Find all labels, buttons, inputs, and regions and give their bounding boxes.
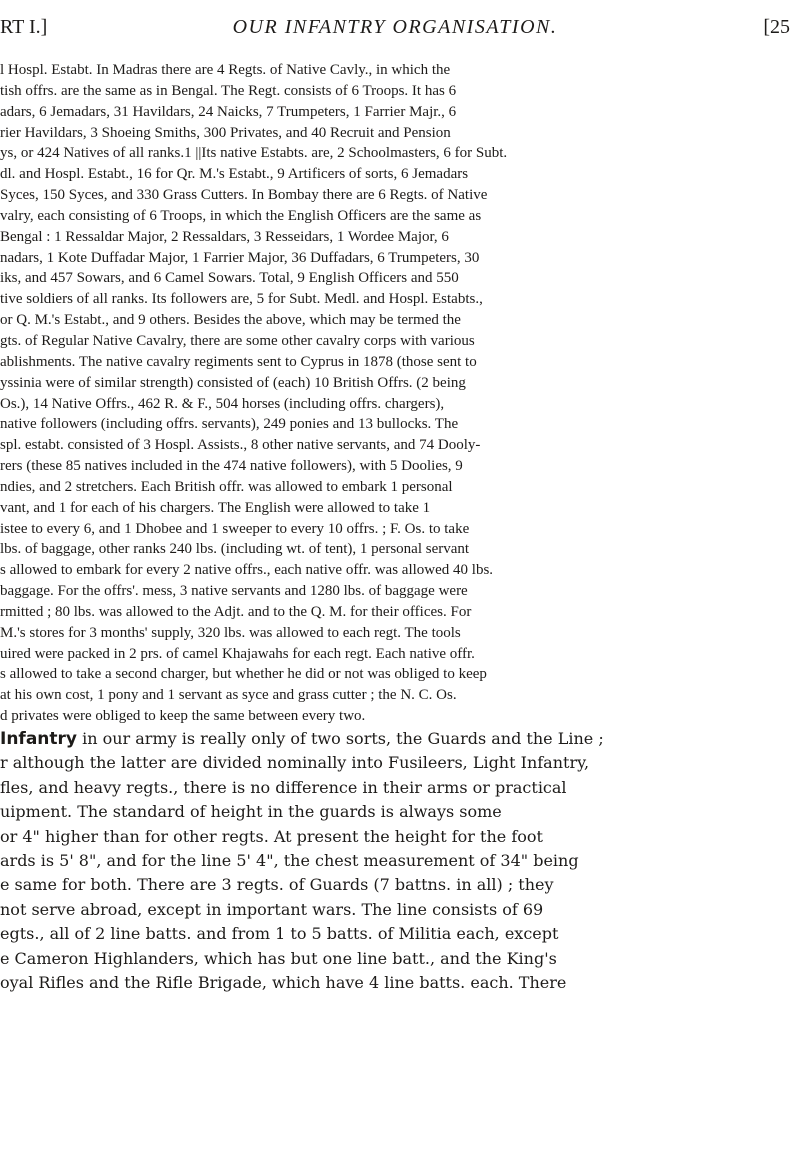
text-line: e Cameron Highlanders, which has but one line batt., and the King's [0, 948, 557, 968]
section-lead-word: Infantry [0, 729, 77, 749]
text-line: istee to every 6, and 1 Dhobee and 1 sweeper to every 10 offrs. ; F. Os. to take [0, 520, 470, 537]
text-line: uipment. The standard of height in the guards is always some [0, 802, 502, 822]
text-line: rier Havildars, 3 Shoeing Smiths, 300 Privates, and 40 Recruit and Pension [0, 124, 451, 141]
text-line: adars, 6 Jemadars, 31 Havildars, 24 Naicks, 7 Trumpeters, 1 Farrier Majr., 6 [0, 103, 457, 120]
text-line: or 4" higher than for other regts. At present the height for the foot [0, 826, 543, 846]
text-line: uired were packed in 2 prs. of camel Khajawahs for each regt. Each native offr. [0, 645, 475, 662]
text-line: r although the latter are divided nominally into Fusileers, Light Infantry, [0, 753, 590, 773]
body-text [0, 60, 800, 995]
text-line [0, 727, 800, 751]
text-line: iks, and 457 Sowars, and 6 Camel Sowars. Total, 9 English Officers and 550 [0, 270, 459, 287]
text-line: Syces, 150 Syces, and 330 Grass Cutters. In Bombay there are 6 Regts. of Native [0, 187, 488, 204]
text-line: tive soldiers of all ranks. Its followers are, 5 for Subt. Medl. and Hospl. Estabts., [0, 291, 483, 308]
text-line: tish offrs. are the same as in Bengal. The Regt. consists of 6 Troops. It has 6 [0, 82, 457, 99]
text-line: fles, and heavy regts., there is no difference in their arms or practical [0, 777, 567, 797]
text-line: Os.), 14 Native Offrs., 462 R. & F., 504 horses (including offrs. chargers), [0, 395, 445, 412]
text-line: l Hospl. Estabt. In Madras there are 4 Regts. of Native Cavly., in which the [0, 62, 451, 78]
text-line: valry, each consisting of 6 Troops, in which the English Officers are the same as [0, 207, 482, 224]
text-line: or Q. M.'s Estabt., and 9 others. Besides the above, which may be termed the [0, 312, 461, 329]
text-line: s allowed to embark for every 2 native offrs., each native offr. was allowed 40 lbs. [0, 562, 494, 579]
text-line: Bengal : 1 Ressaldar Major, 2 Ressaldars, 3 Resseidars, 1 Wordee Major, 6 [0, 228, 449, 245]
text-line: d privates were obliged to keep the same between every two. [0, 708, 366, 725]
text-line: ablishments. The native cavalry regiments sent to Cyprus in 1878 (those sent to [0, 353, 477, 370]
text-line: s allowed to take a second charger, but whether he did or not was obliged to keep [0, 666, 487, 683]
text-line: lbs. of baggage, other ranks 240 lbs. (including wt. of tent), 1 personal servant [0, 541, 470, 558]
text-line: baggage. For the offrs'. mess, 3 native servants and 1280 lbs. of baggage were [0, 583, 468, 600]
text-line: dl. and Hospl. Estabt., 16 for Qr. M.'s Estabt., 9 Artificers of sorts, 6 Jemadars [0, 166, 469, 183]
text-line: ndies, and 2 stretchers. Each British offr. was allowed to embark 1 personal [0, 478, 453, 495]
paragraph-cavalry [0, 60, 800, 727]
text-line-rest: in our army is really only of two sorts, the Guards and the Line ; [77, 729, 604, 748]
text-line: rmitted ; 80 lbs. was allowed to the Adjt. and to the Q. M. for their offices. For [0, 603, 472, 620]
page-title: OUR INFANTRY ORGANISATION. [232, 16, 558, 38]
text-line: not serve abroad, except in important wars. The line consists of 69 [0, 899, 544, 919]
text-line: at his own cost, 1 pony and 1 servant as syce and grass cutter ; the N. C. Os. [0, 687, 457, 704]
paragraph-infantry [0, 727, 800, 995]
text-line: vant, and 1 for each of his chargers. The English were allowed to take 1 [0, 499, 431, 516]
text-line: nadars, 1 Kote Duffadar Major, 1 Farrier Major, 36 Duffadars, 6 Trumpeters, 30 [0, 249, 480, 266]
text-line: oyal Rifles and the Rifle Brigade, which have 4 line batts. each. There [0, 972, 567, 992]
text-line: rers (these 85 natives included in the 474 native followers), with 5 Doolies, 9 [0, 458, 463, 475]
running-header [0, 16, 790, 46]
text-line: ys, or 424 Natives of all ranks.1 ||Its native Estabts. are, 2 Schoolmasters, 6 for Subt. [0, 145, 508, 162]
text-line: ards is 5' 8", and for the line 5' 4", the chest measurement of 34" being [0, 850, 579, 870]
text-line: native followers (including offrs. servants), 249 ponies and 13 bullocks. The [0, 416, 459, 433]
page-number: [25 [763, 16, 790, 38]
text-line: gts. of Regular Native Cavalry, there are some other cavalry corps with various [0, 332, 475, 349]
text-line: yssinia were of similar strength) consisted of (each) 10 British Offrs. (2 being [0, 374, 466, 391]
part-marker: RT I.] [0, 16, 48, 38]
text-line: spl. estabt. consisted of 3 Hospl. Assists., 8 other native servants, and 74 Dooly- [0, 437, 481, 454]
text-line: egts., all of 2 line batts. and from 1 to 5 batts. of Militia each, except [0, 924, 559, 944]
text-line: e same for both. There are 3 regts. of Guards (7 battns. in all) ; they [0, 875, 554, 895]
text-line: M.'s stores for 3 months' supply, 320 lbs. was allowed to each regt. The tools [0, 624, 461, 641]
